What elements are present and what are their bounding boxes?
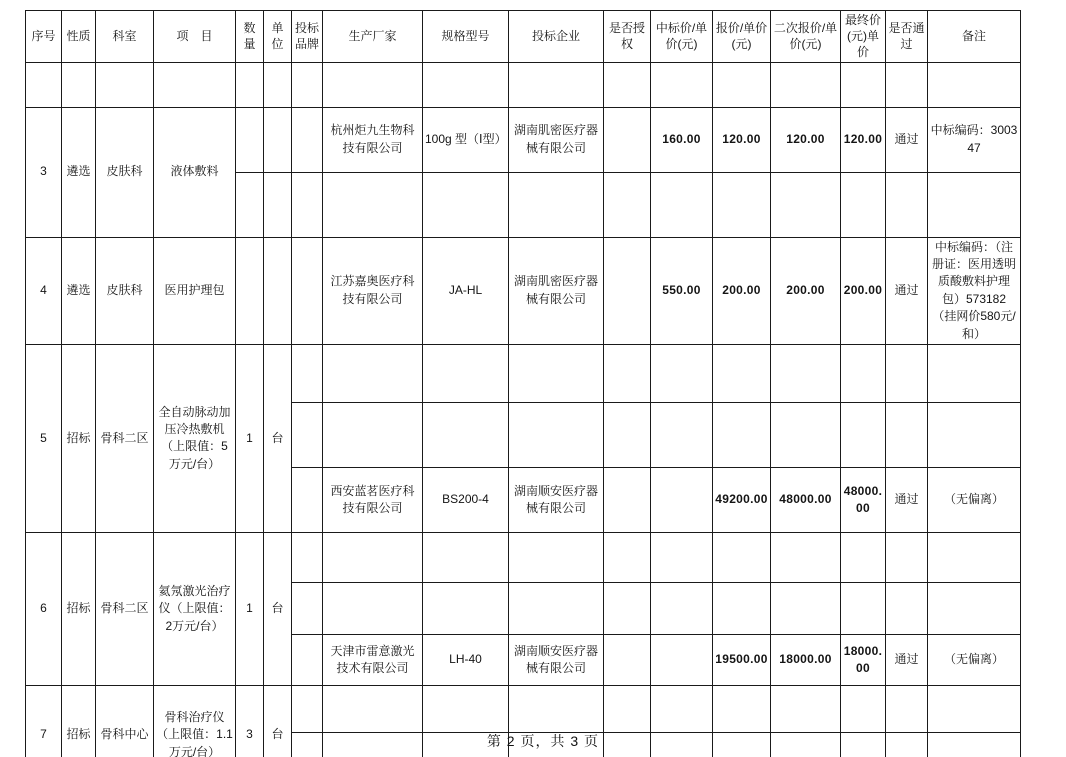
cell-win_price [651, 402, 713, 467]
cell-project: 骨科治疗仪（上限值：1.1万元/台） [154, 685, 236, 757]
cell-remark: 中标编码：（注册证：医用透明质酸敷料护理包）573182（挂网价580元/和） [928, 237, 1021, 344]
cell-nature: 招标 [62, 685, 96, 757]
cell-spec [423, 685, 509, 732]
cell-unit: 台 [264, 685, 292, 757]
cell-quote [713, 402, 771, 467]
cell-dept: 骨科二区 [96, 344, 154, 532]
header-cell-remark: 备注 [928, 11, 1021, 63]
cell-quote [713, 685, 771, 732]
cell-win_price [651, 172, 713, 237]
cell-enterprise [509, 402, 604, 467]
cell-win_price [651, 62, 713, 107]
cell-spec [423, 402, 509, 467]
cell-authorized [604, 402, 651, 467]
cell-remark: （无偏离） [928, 467, 1021, 532]
cell-unit [264, 62, 292, 107]
cell-manufacturer: 杭州炬九生物科技有限公司 [323, 107, 423, 172]
cell-authorized [604, 107, 651, 172]
cell-final_price: 120.00 [841, 107, 886, 172]
cell-quote: 49200.00 [713, 467, 771, 532]
cell-qty [236, 172, 264, 237]
cell-qty [236, 107, 264, 172]
cell-authorized [604, 237, 651, 344]
cell-passed [886, 582, 928, 634]
cell-dept: 骨科中心 [96, 685, 154, 757]
cell-final_price [841, 402, 886, 467]
table-row [26, 344, 1021, 402]
cell-final_price [841, 582, 886, 634]
header-cell-passed: 是否通过 [886, 11, 928, 63]
cell-manufacturer [323, 344, 423, 402]
cell-second_quote: 18000.00 [771, 634, 841, 685]
cell-final_price [841, 685, 886, 732]
cell-enterprise [509, 62, 604, 107]
cell-brand [292, 344, 323, 402]
cell-manufacturer: 西安蓝茗医疗科技有限公司 [323, 467, 423, 532]
cell-passed [886, 172, 928, 237]
cell-second_quote: 200.00 [771, 237, 841, 344]
cell-enterprise: 湖南顺安医疗器械有限公司 [509, 467, 604, 532]
cell-final_price [841, 532, 886, 582]
cell-enterprise: 湖南肌密医疗器械有限公司 [509, 107, 604, 172]
cell-nature [62, 62, 96, 107]
cell-brand [292, 582, 323, 634]
cell-brand [292, 634, 323, 685]
cell-spec: BS200-4 [423, 467, 509, 532]
cell-final_price: 48000.00 [841, 467, 886, 532]
header-cell-second_quote: 二次报价/单价(元) [771, 11, 841, 63]
cell-nature: 遴选 [62, 107, 96, 237]
cell-authorized [604, 467, 651, 532]
table-row [26, 107, 1021, 172]
cell-win_price [651, 582, 713, 634]
cell-manufacturer [323, 685, 423, 732]
cell-passed: 通过 [886, 237, 928, 344]
cell-enterprise [509, 532, 604, 582]
cell-project: 液体敷料 [154, 107, 236, 237]
cell-authorized [604, 62, 651, 107]
cell-passed [886, 402, 928, 467]
cell-project [154, 62, 236, 107]
cell-unit: 台 [264, 344, 292, 532]
cell-passed [886, 62, 928, 107]
cell-spec [423, 62, 509, 107]
header-cell-project: 项 目 [154, 11, 236, 63]
cell-win_price: 550.00 [651, 237, 713, 344]
cell-brand [292, 685, 323, 732]
cell-second_quote [771, 62, 841, 107]
cell-second_quote [771, 685, 841, 732]
header-cell-final_price: 最终价(元)单价 [841, 11, 886, 63]
cell-manufacturer: 江苏嘉奥医疗科技有限公司 [323, 237, 423, 344]
cell-authorized [604, 582, 651, 634]
cell-dept: 皮肤科 [96, 237, 154, 344]
cell-spec: 100g 型（Ⅰ型） [423, 107, 509, 172]
cell-authorized [604, 685, 651, 732]
cell-manufacturer: 天津市雷意激光技术有限公司 [323, 634, 423, 685]
cell-passed [886, 532, 928, 582]
bid-results-table [25, 10, 1021, 757]
cell-project: 氦氖激光治疗仪（上限值：2万元/台） [154, 532, 236, 685]
header-cell-unit: 单位 [264, 11, 292, 63]
cell-quote [713, 62, 771, 107]
cell-enterprise: 湖南顺安医疗器械有限公司 [509, 634, 604, 685]
cell-passed: 通过 [886, 467, 928, 532]
cell-nature: 招标 [62, 532, 96, 685]
cell-remark [928, 685, 1021, 732]
cell-seq [26, 62, 62, 107]
cell-spec [423, 172, 509, 237]
header-cell-authorized: 是否授权 [604, 11, 651, 63]
cell-spec: JA-HL [423, 237, 509, 344]
cell-second_quote [771, 344, 841, 402]
table-row [26, 62, 1021, 107]
page-footer: 第 2 页，共 3 页 [486, 733, 600, 749]
cell-manufacturer [323, 532, 423, 582]
cell-qty [236, 62, 264, 107]
table-row [26, 685, 1021, 732]
cell-quote [713, 172, 771, 237]
cell-enterprise: 湖南肌密医疗器械有限公司 [509, 237, 604, 344]
cell-quote [713, 344, 771, 402]
cell-manufacturer [323, 62, 423, 107]
cell-brand [292, 532, 323, 582]
cell-authorized [604, 634, 651, 685]
cell-remark: （无偏离） [928, 634, 1021, 685]
cell-quote: 200.00 [713, 237, 771, 344]
header-cell-qty: 数量 [236, 11, 264, 63]
cell-remark [928, 582, 1021, 634]
cell-spec [423, 532, 509, 582]
header-cell-quote: 报价/单价(元) [713, 11, 771, 63]
cell-dept: 皮肤科 [96, 107, 154, 237]
table-row [26, 237, 1021, 344]
cell-quote [713, 532, 771, 582]
cell-quote: 19500.00 [713, 634, 771, 685]
cell-manufacturer [323, 172, 423, 237]
header-cell-win_price: 中标价/单价(元) [651, 11, 713, 63]
header-cell-brand: 投标品牌 [292, 11, 323, 63]
cell-final_price [841, 172, 886, 237]
cell-qty: 1 [236, 344, 264, 532]
cell-quote [713, 582, 771, 634]
cell-spec [423, 582, 509, 634]
cell-passed: 通过 [886, 107, 928, 172]
cell-dept: 骨科二区 [96, 532, 154, 685]
cell-quote: 120.00 [713, 107, 771, 172]
header-cell-spec: 规格型号 [423, 11, 509, 63]
cell-final_price: 18000.00 [841, 634, 886, 685]
cell-authorized [604, 532, 651, 582]
cell-project: 医用护理包 [154, 237, 236, 344]
cell-nature: 招标 [62, 344, 96, 532]
cell-dept [96, 62, 154, 107]
header-cell-seq: 序号 [26, 11, 62, 63]
cell-second_quote [771, 582, 841, 634]
cell-unit [264, 172, 292, 237]
table-header-row [26, 11, 1021, 63]
cell-spec [423, 344, 509, 402]
cell-authorized [604, 172, 651, 237]
cell-seq: 4 [26, 237, 62, 344]
cell-manufacturer [323, 402, 423, 467]
cell-enterprise [509, 344, 604, 402]
cell-passed: 通过 [886, 634, 928, 685]
cell-spec: LH-40 [423, 634, 509, 685]
header-cell-dept: 科室 [96, 11, 154, 63]
cell-remark [928, 402, 1021, 467]
table-row [26, 532, 1021, 582]
cell-remark [928, 344, 1021, 402]
cell-seq: 3 [26, 107, 62, 237]
cell-passed [886, 685, 928, 732]
cell-authorized [604, 344, 651, 402]
cell-win_price [651, 344, 713, 402]
cell-manufacturer [323, 582, 423, 634]
cell-win_price [651, 532, 713, 582]
cell-unit [264, 107, 292, 172]
cell-final_price: 200.00 [841, 237, 886, 344]
cell-unit [264, 237, 292, 344]
cell-enterprise [509, 685, 604, 732]
cell-second_quote [771, 402, 841, 467]
cell-second_quote: 48000.00 [771, 467, 841, 532]
cell-seq: 5 [26, 344, 62, 532]
cell-win_price [651, 467, 713, 532]
cell-remark [928, 532, 1021, 582]
cell-brand [292, 237, 323, 344]
cell-nature: 遴选 [62, 237, 96, 344]
cell-second_quote [771, 532, 841, 582]
cell-qty [236, 237, 264, 344]
cell-qty: 3 [236, 685, 264, 757]
cell-qty: 1 [236, 532, 264, 685]
cell-project: 全自动脉动加压冷热敷机（上限值：5万元/台） [154, 344, 236, 532]
cell-passed [886, 344, 928, 402]
cell-enterprise [509, 582, 604, 634]
cell-remark: 中标编码：300347 [928, 107, 1021, 172]
cell-remark [928, 172, 1021, 237]
cell-enterprise [509, 172, 604, 237]
cell-brand [292, 467, 323, 532]
header-cell-nature: 性质 [62, 11, 96, 63]
cell-second_quote [771, 172, 841, 237]
cell-brand [292, 172, 323, 237]
cell-seq: 7 [26, 685, 62, 757]
header-cell-enterprise: 投标企业 [509, 11, 604, 63]
cell-brand [292, 402, 323, 467]
cell-brand [292, 62, 323, 107]
cell-seq: 6 [26, 532, 62, 685]
cell-unit: 台 [264, 532, 292, 685]
cell-win_price [651, 685, 713, 732]
cell-final_price [841, 344, 886, 402]
cell-final_price [841, 62, 886, 107]
cell-second_quote: 120.00 [771, 107, 841, 172]
header-cell-manufacturer: 生产厂家 [323, 11, 423, 63]
cell-win_price [651, 634, 713, 685]
cell-brand [292, 107, 323, 172]
cell-win_price: 160.00 [651, 107, 713, 172]
cell-remark [928, 62, 1021, 107]
